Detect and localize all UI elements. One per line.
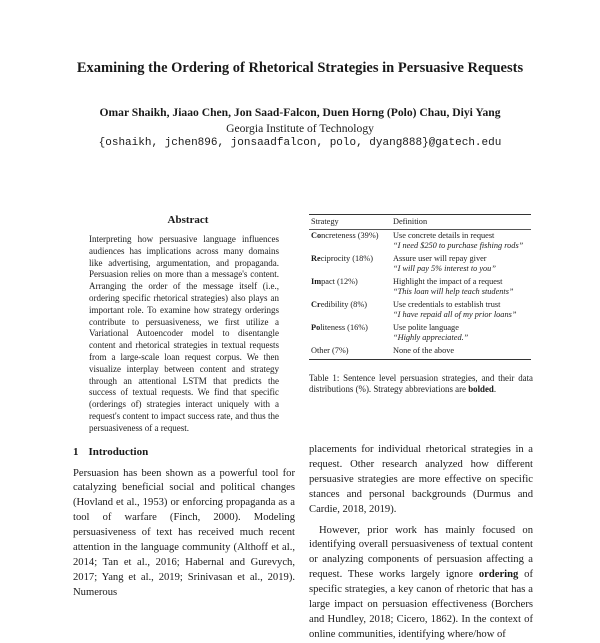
table-row <box>309 230 531 254</box>
affiliation: Georgia Institute of Technology <box>226 122 374 135</box>
left-column <box>73 214 295 601</box>
abstract-text: Interpreting how persuasive language influences audiences has implications across many domains like advertising, argumentation, and propaganda. Persuasion relies on more than a message's content. Arranging the order of the message itself (i.e., ordering specific rhetorical strategies) also plays an important role. To examine how strategy orderings contribute to persuasiveness, we first utilize a Variational Autoencoder model to disentangle content and rhetorical strategies in textual requests from a large-scale loan request corpus. We then visualize interplay between content and strategy through an attentional LSTM that predicts the success of textual requests. We find that specific (orderings of) strategies interact uniquely with a request's content to impact success rate, and thus the persuasiveness of a request. <box>89 234 279 433</box>
strategy-table <box>309 214 531 360</box>
author-emails: {oshaikh, jchen896, jonsaadfalcon, polo, dyang888}@gatech.edu <box>98 137 502 149</box>
strategy-example: “This loan will help teach students” <box>393 287 514 296</box>
table-row <box>309 276 531 299</box>
strategy-example: “I have repaid all of my prior loans” <box>393 310 517 319</box>
table-row <box>309 345 531 360</box>
section-number: 1 <box>73 445 79 458</box>
strategy-definition: Use concrete details in request “I need $250 to purchase fishing rods” <box>391 230 531 254</box>
table-header-strategy: Strategy <box>309 215 391 230</box>
strategy-definition: None of the above <box>391 345 531 360</box>
table-row <box>309 253 531 276</box>
strategy-name: Politeness (16%) <box>311 323 368 332</box>
strategy-example: “I need $250 to purchase fishing rods” <box>393 241 524 250</box>
strategy-name: Impact (12%) <box>311 277 358 286</box>
paper-title: Examining the Ordering of Rhetorical Strategies in Persuasive Requests <box>76 60 524 76</box>
strategy-name: Credibility (8%) <box>311 300 368 309</box>
right-body-paragraph-1: placements for individual rhetorical strategies in a request. Other research analyzed how different persuasive strategies are more effective on specific stances and personal backgrounds (Durmus and Cardie, 2018, 2019). <box>309 444 533 515</box>
table-row <box>309 299 531 322</box>
author-list: Omar Shaikh, Jiaao Chen, Jon Saad-Falcon, Duen Horng (Polo) Chau, Diyi Yang <box>99 106 501 119</box>
strategy-definition: Use polite language “Highly appreciated.” <box>391 322 531 345</box>
strategy-name: Concreteness (39%) <box>311 231 379 240</box>
right-column <box>309 214 533 643</box>
section-heading-introduction <box>73 446 295 458</box>
right-body-paragraph-2: However, prior work has mainly focused on identifying overall persuasiveness of textual content or analyzing components of persuasion affecting a request. These works largely ignore ordering of specific strategies, a key canon of rhetoric that has a large impact on persuasion effectiveness (Borchers and Hundley, 2018; Cicero, 1862). In the context of online communities, identifying where/how of <box>309 524 533 640</box>
table-header-row <box>309 215 531 230</box>
strategy-example: “I will pay 5% interest to you” <box>393 264 496 273</box>
strategy-name: Reciprocity (18%) <box>311 254 373 263</box>
table-header-definition: Definition <box>391 215 531 230</box>
section-title: Introduction <box>88 445 149 458</box>
table-row <box>309 322 531 345</box>
abstract-heading: Abstract <box>167 214 209 226</box>
strategy-definition: Use credentials to establish trust “I have repaid all of my prior loans” <box>391 299 531 322</box>
strategy-example: “Highly appreciated.” <box>393 333 469 342</box>
table-caption: Table 1: Sentence level persuasion strategies, and their data distributions (%). Strategy abbreviations are bolded. <box>309 373 533 394</box>
strategy-definition: Assure user will repay giver “I will pay 5% interest to you” <box>391 253 531 276</box>
strategy-name: Other (7%) <box>309 345 391 360</box>
introduction-text: Persuasion has been shown as a powerful tool for catalyzing beneficial social and political changes (Hovland et al., 1953) or enforcing propaganda as a tool of warfare (Finch, 2000). Modeling persuasiveness of text has received much recent attention in the language community (Althoff et al., 2014; Tan et al., 2016; Habernal and Gurevych, 2017; Yang et al., 2019; Srinivasan et al., 2019). Numerous <box>73 467 295 598</box>
strategy-definition: Highlight the impact of a request “This loan will help teach students” <box>391 276 531 299</box>
